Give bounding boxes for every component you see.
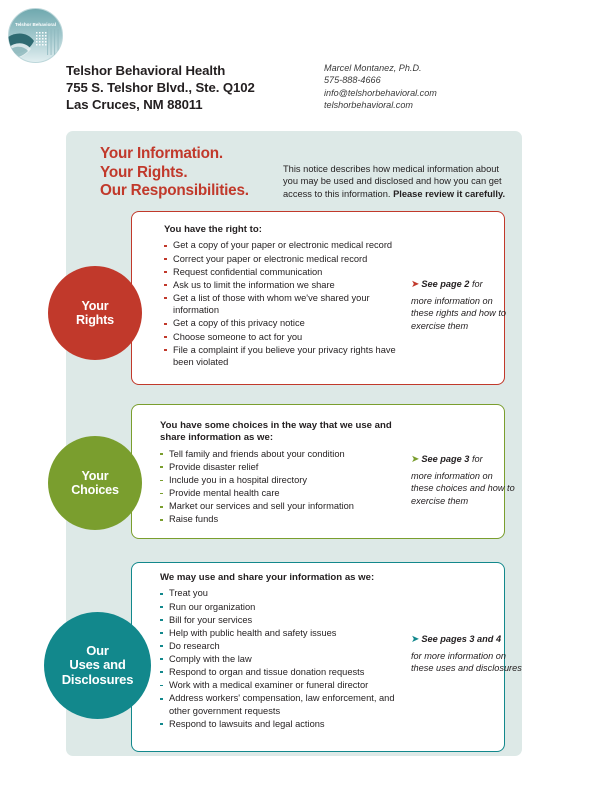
choices-content: [160, 420, 396, 526]
contact-phone: 575-888-4666: [324, 75, 381, 86]
list-item: Work with a medical examiner or funeral director: [160, 679, 396, 692]
list-item: Ask us to limit the information we share: [164, 279, 396, 292]
practice-name: Telshor Behavioral Health: [66, 63, 226, 78]
list-item: Address workers' compensation, law enforcement, and other government requests: [160, 692, 396, 717]
arrow-icon: ➤: [411, 454, 419, 465]
badge-uses-line-1: Our: [86, 642, 109, 658]
list-item: Treat you: [160, 587, 396, 600]
title-line-1: Your Information.: [100, 145, 223, 162]
choices-bullet-list: [160, 448, 396, 526]
list-item: Market our services and sell your information: [160, 500, 396, 513]
practice-street: 755 S. Telshor Blvd., Ste. Q102: [66, 80, 255, 95]
list-item: Get a copy of this privacy notice: [164, 317, 396, 330]
intro-emphasis: Please review it carefully.: [393, 188, 506, 199]
rights-callout-rest: more information on these rights and how to exercise them: [411, 295, 506, 331]
provider-name: Marcel Montanez, Ph.D.: [324, 63, 422, 73]
arrow-icon: ➤: [411, 279, 419, 290]
list-item: Respond to lawsuits and legal actions: [160, 718, 396, 731]
choices-callout-lead-tail: for: [469, 454, 483, 464]
uses-bullet-list: [160, 587, 396, 730]
badge-your-choices: [48, 436, 142, 530]
rights-bullet-list: [164, 239, 396, 368]
list-item: Raise funds: [160, 513, 396, 526]
choices-see-page-callout: [411, 453, 515, 507]
badge-our-uses-and-disclosures: [44, 612, 151, 719]
contact-block: [324, 62, 437, 111]
badge-choices-line-1: Your: [81, 468, 109, 483]
intro-sentence: This notice describes how medical information about you may be used and disclosed and how you can get access to this information.: [283, 164, 502, 199]
notice-intro-text: [283, 163, 515, 200]
rights-callout-lead-tail: for: [469, 279, 483, 289]
arrow-icon: ➤: [411, 634, 419, 645]
list-item: Request confidential communication: [164, 266, 396, 279]
uses-see-page-callout: [411, 633, 523, 675]
badge-your-rights: [48, 266, 142, 360]
choices-callout-lead: See page 3: [421, 454, 470, 464]
rights-see-page-callout: [411, 278, 515, 332]
rights-callout-lead: See page 2: [421, 279, 470, 289]
list-item: Comply with the law: [160, 653, 396, 666]
uses-heading: We may use and share your information as we:: [160, 572, 375, 583]
letterhead-address: [66, 62, 255, 113]
list-item: Tell family and friends about your condition: [160, 448, 396, 461]
list-item: Choose someone to act for you: [164, 331, 396, 344]
list-item: Do research: [160, 640, 396, 653]
list-item: Include you in a hospital directory: [160, 474, 396, 487]
practice-city-state-zip: Las Cruces, NM 88011: [66, 97, 203, 112]
badge-uses-line-2: Uses and: [69, 657, 126, 673]
contact-website: telshorbehavioral.com: [324, 99, 413, 110]
list-item: Correct your paper or electronic medical record: [164, 253, 396, 266]
logo-wordmark: Telshor Behavioral: [14, 22, 57, 27]
badge-choices-line-2: Choices: [71, 483, 119, 497]
list-item: Run our organization: [160, 601, 396, 614]
list-item: Bill for your services: [160, 614, 396, 627]
list-item: Get a list of those with whom we've shared your information: [164, 292, 396, 317]
list-item: Respond to organ and tissue donation requests: [160, 666, 396, 679]
list-item: File a complaint if you believe your privacy rights have been violated: [164, 344, 396, 369]
title-line-2: Your Rights.: [100, 163, 188, 181]
list-item: Get a copy of your paper or electronic medical record: [164, 239, 396, 252]
rights-heading: You have the right to:: [164, 224, 262, 235]
badge-rights-line-2: Rights: [76, 313, 114, 327]
badge-rights-line-1: Your: [81, 298, 109, 313]
contact-email: info@telshorbehavioral.com: [324, 87, 437, 98]
list-item: Help with public health and safety issues: [160, 627, 396, 640]
title-line-3: Our Responsibilities.: [100, 182, 249, 200]
rights-content: [164, 224, 396, 369]
uses-content: [160, 572, 396, 731]
choices-callout-rest: more information on these choices and how to exercise them: [411, 470, 515, 506]
list-item: Provide disaster relief: [160, 461, 396, 474]
uses-callout-lead: See pages 3 and 4: [421, 634, 502, 644]
badge-uses-line-3: Disclosures: [61, 671, 134, 687]
choices-heading: You have some choices in the way that we use and share information as we:: [160, 420, 392, 444]
uses-callout-rest: for more information on these uses and disclosures: [411, 650, 522, 674]
list-item: Provide mental health care: [160, 487, 396, 500]
page-title: [100, 145, 280, 201]
telshor-behavioral-logo: [7, 7, 64, 64]
